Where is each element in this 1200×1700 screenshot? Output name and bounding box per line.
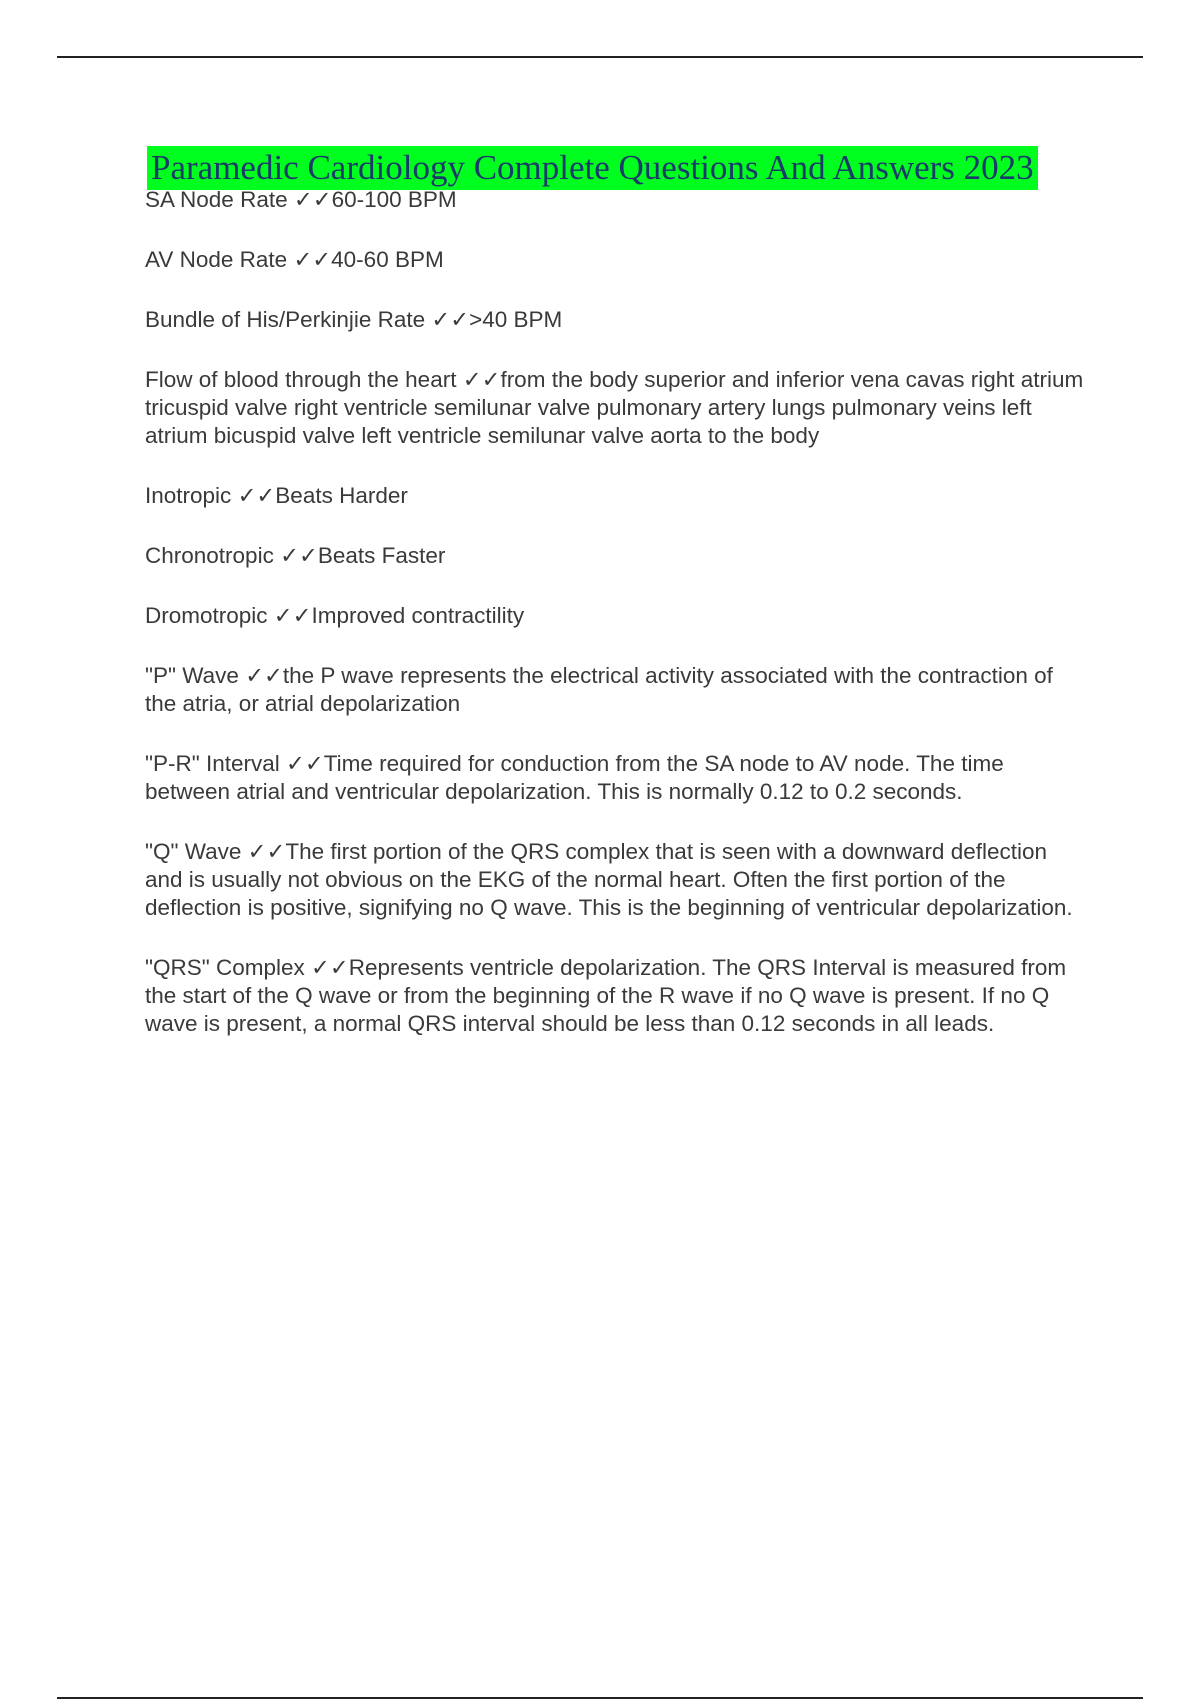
entry-answer: Beats Faster xyxy=(317,543,446,568)
qa-list xyxy=(145,186,1085,1070)
entry-first-line xyxy=(145,367,638,392)
qa-entry xyxy=(145,186,1085,214)
qa-entry xyxy=(145,246,1085,274)
flow-step: pulmonary veins xyxy=(831,395,996,420)
entry-term: Chronotropic xyxy=(145,543,274,568)
entry-answer: Improved contractility xyxy=(311,603,525,628)
flow-step: left ventricle xyxy=(361,423,482,448)
check-separator: ✓✓ xyxy=(293,247,332,272)
entry-answer: from the body xyxy=(500,367,639,392)
qa-entry xyxy=(145,482,1085,510)
entry-answer: the P wave represents the electrical activity associated with the contraction of the atria, or atrial depolarization xyxy=(145,663,1053,716)
entry-answer: Represents ventricle depolarization. The QRS Interval is measured from the start of the Q wave or from the beginning of the R wave if no Q wave is present. If no Q wave is present, a normal QRS interval should be less than 0.12 seconds in all leads. xyxy=(145,955,1067,1036)
entry-term: AV Node Rate xyxy=(145,247,288,272)
entry-term: "P-R" Interval xyxy=(145,751,280,776)
flow-step: semilunar valve xyxy=(487,423,645,448)
check-separator: ✓✓ xyxy=(280,543,318,568)
top-rule xyxy=(57,56,1143,58)
flow-step: to the body xyxy=(707,423,820,448)
entry-answer: 60-100 BPM xyxy=(331,187,457,212)
flow-step: lungs xyxy=(771,395,826,420)
flow-step: tricuspid valve xyxy=(145,395,288,420)
entry-answer: Beats Harder xyxy=(275,483,408,508)
bottom-rule xyxy=(57,1697,1143,1699)
entry-answer: >40 BPM xyxy=(469,307,563,332)
check-separator: ✓✓ xyxy=(431,307,470,332)
entry-answer: Time required for conduction from the SA node to AV node. The time between atrial and ventricular depolarization. This is normally 0.12 to 0.2 seconds. xyxy=(145,751,1004,804)
qa-entry xyxy=(145,954,1085,1038)
qa-entry xyxy=(145,662,1085,718)
entry-term: SA Node Rate xyxy=(145,187,288,212)
flow-step: semilunar valve xyxy=(433,395,591,420)
entry-answer: The first portion of the QRS complex that is seen with a downward deflection and is usually not obvious on the EKG of the normal heart. Often the first portion of the deflection is positive, signifying no Q wave. This is the beginning of ventricular depolarization. xyxy=(145,839,1073,920)
qa-entry xyxy=(145,306,1085,334)
flow-step: left atrium xyxy=(145,395,1032,448)
check-separator: ✓✓ xyxy=(247,839,286,864)
check-separator: ✓✓ xyxy=(462,367,501,392)
flow-step: superior and inferior vena cavas xyxy=(644,367,965,392)
qa-entry xyxy=(145,838,1085,922)
flow-step: pulmonary artery xyxy=(596,395,766,420)
qa-entry xyxy=(145,602,1085,630)
check-separator: ✓✓ xyxy=(311,955,349,980)
entry-term: Bundle of His/Perkinjie Rate xyxy=(145,307,426,332)
qa-entry xyxy=(145,542,1085,570)
check-separator: ✓✓ xyxy=(273,603,312,628)
entry-answer: 40-60 BPM xyxy=(331,247,444,272)
entry-term: Dromotropic xyxy=(145,603,268,628)
check-separator: ✓✓ xyxy=(293,187,332,212)
qa-entry-blood-flow xyxy=(145,366,1085,450)
flow-step: right atrium xyxy=(970,367,1084,392)
entry-term: Flow of blood through the heart xyxy=(145,367,457,392)
flow-step: aorta xyxy=(650,423,702,448)
qa-entry xyxy=(145,750,1085,806)
flow-step: right ventricle xyxy=(293,395,428,420)
check-separator: ✓✓ xyxy=(245,663,283,688)
document-title: Paramedic Cardiology Complete Questions And Answers 2023 xyxy=(147,146,1038,190)
entry-term: Inotropic xyxy=(145,483,232,508)
flow-step: bicuspid valve xyxy=(213,423,356,448)
check-separator: ✓✓ xyxy=(237,483,276,508)
entry-term: "Q" Wave xyxy=(145,839,242,864)
entry-term: "P" Wave xyxy=(145,663,239,688)
entry-term: "QRS" Complex xyxy=(145,955,305,980)
check-separator: ✓✓ xyxy=(286,751,324,776)
